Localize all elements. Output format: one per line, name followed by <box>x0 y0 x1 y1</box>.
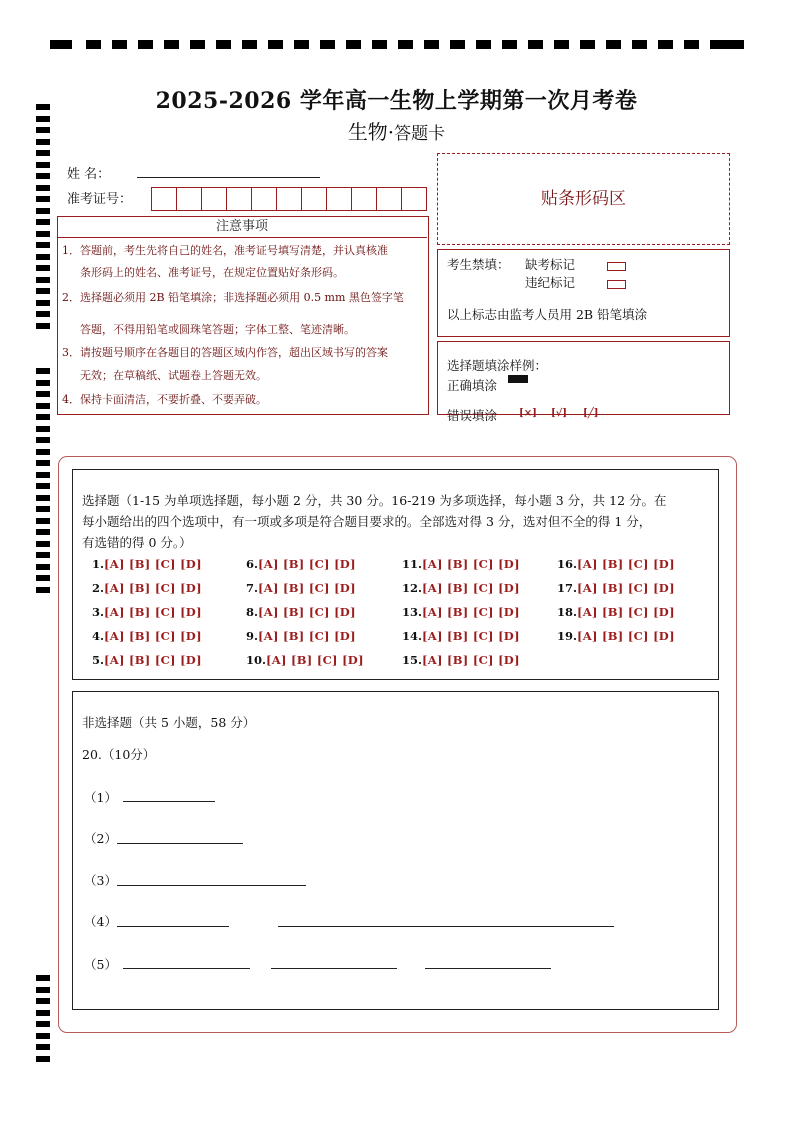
absent-mark-box[interactable] <box>607 262 626 271</box>
choice-question-10[interactable] <box>246 653 364 667</box>
question-number-label: 2. <box>92 581 105 595</box>
timing-marks-top <box>50 38 744 50</box>
question-number-label: 14. <box>402 629 423 643</box>
choice-question-5[interactable] <box>92 653 202 667</box>
answer-options[interactable]: [A] [B] [C] [D] <box>422 629 520 643</box>
question-number-label: 12. <box>402 581 423 595</box>
notice-item: 4．保持卡面清洁，不要折叠、不要弄破。 <box>62 393 267 406</box>
answer-options[interactable]: [A] [B] [C] [D] <box>104 629 202 643</box>
question-number-label: 15. <box>402 653 423 667</box>
part-label: （5） <box>84 957 117 972</box>
correct-fill-sample <box>508 375 528 383</box>
choice-question-2[interactable] <box>92 581 202 595</box>
answer-blank[interactable] <box>123 801 215 802</box>
answer-options[interactable]: [A] [B] [C] [D] <box>577 629 675 643</box>
choice-question-4[interactable] <box>92 629 202 643</box>
question-number-label: 7. <box>246 581 259 595</box>
part-label: （3） <box>84 873 117 888</box>
choice-instructions-line: 选择题（1-15 为单项选择题，每小题 2 分，共 30 分。16-219 为多项选择，每小题 3 分，共 12 分。在 <box>82 493 667 508</box>
answer-blank[interactable] <box>123 968 250 969</box>
notice-item: 2．选择题必须用 2B 铅笔填涂；非选择题必须用 0.5 mm 黑色签字笔 <box>62 291 404 304</box>
notice-item: 3．请按题号顺序在各题目的答题区域内作答，超出区域书写的答案 <box>62 346 388 359</box>
fill-example-title: 选择题填涂样例： <box>447 358 548 373</box>
timing-marks-side <box>0 0 60 1123</box>
choice-question-12[interactable] <box>402 581 520 595</box>
id-number-boxes[interactable] <box>151 187 426 209</box>
answer-blank[interactable] <box>425 968 551 969</box>
wrong-fill-sample-x: [×] <box>519 408 537 419</box>
choice-question-19[interactable] <box>557 629 675 643</box>
choice-instructions-line: 有选错的得 0 分。） <box>82 535 192 550</box>
choice-question-13[interactable] <box>402 605 520 619</box>
nonchoice-title: 非选择题（共 5 小题，58 分） <box>82 715 256 730</box>
choice-question-8[interactable] <box>246 605 356 619</box>
notice-item: 答题，不得用铅笔或圆珠笔答题；字体工整、笔迹清晰。 <box>80 323 355 336</box>
answer-options[interactable]: [A] [B] [C] [D] <box>422 605 520 619</box>
question-number: 20.（10分） <box>82 747 156 762</box>
question-number-label: 6. <box>246 557 259 571</box>
question-number-label: 19. <box>557 629 578 643</box>
question-number-label: 17. <box>557 581 578 595</box>
wrong-fill-sample-check: [√] <box>551 408 568 419</box>
notice-item: 条形码上的姓名、准考证号，在规定位置贴好条形码。 <box>80 266 344 279</box>
proctor-note: 以上标志由监考人员用 2B 铅笔填涂 <box>447 307 648 322</box>
answer-options[interactable]: [A] [B] [C] [D] <box>577 605 675 619</box>
wrong-fill-label: 错误填涂 <box>447 408 498 423</box>
page-title: 2025-2026 学年高一生物上学期第一次月考卷 <box>155 88 638 114</box>
answer-options[interactable]: [A] [B] [C] [D] <box>422 557 520 571</box>
part-label: （1） <box>84 790 117 805</box>
answer-options[interactable]: [A] [B] [C] [D] <box>258 629 356 643</box>
barcode-label: 贴条形码区 <box>541 189 626 209</box>
answer-options[interactable]: [A] [B] [C] [D] <box>577 581 675 595</box>
answer-options[interactable]: [A] [B] [C] [D] <box>104 653 202 667</box>
choice-question-17[interactable] <box>557 581 675 595</box>
id-label: 准考证号： <box>67 192 133 207</box>
answer-options[interactable]: [A] [B] [C] [D] <box>104 605 202 619</box>
choice-question-16[interactable] <box>557 557 675 571</box>
choice-question-9[interactable] <box>246 629 356 643</box>
wrong-fill-sample-slash: [╱] <box>583 408 599 419</box>
choice-question-3[interactable] <box>92 605 202 619</box>
question-number-label: 13. <box>402 605 423 619</box>
notice-item: 1．答题前，考生先将自己的姓名，准考证号填写清楚，并认真核准 <box>62 244 388 257</box>
absent-mark-label: 缺考标记 <box>525 257 576 272</box>
answer-options[interactable]: [A] [B] [C] [D] <box>266 653 364 667</box>
answer-blank[interactable] <box>117 885 306 886</box>
answer-options[interactable]: [A] [B] [C] [D] <box>258 557 356 571</box>
answer-blank[interactable] <box>271 968 397 969</box>
choice-instructions-line: 每小题给出的四个选项中，有一项或多项是符合题目要求的。全部选对得 3 分，选对但不全的得 1 分， <box>82 514 652 529</box>
part-label: （2） <box>84 831 117 846</box>
barcode-area <box>437 153 730 245</box>
answer-options[interactable]: [A] [B] [C] [D] <box>258 605 356 619</box>
choice-question-11[interactable] <box>402 557 520 571</box>
question-number-label: 9. <box>246 629 259 643</box>
answer-blank[interactable] <box>117 843 243 844</box>
choice-question-6[interactable] <box>246 557 356 571</box>
page-subtitle <box>0 116 793 145</box>
answer-options[interactable]: [A] [B] [C] [D] <box>422 581 520 595</box>
name-label: 姓 名： <box>67 167 111 182</box>
answer-blank[interactable] <box>278 926 614 927</box>
choice-question-18[interactable] <box>557 605 675 619</box>
question-number-label: 5. <box>92 653 105 667</box>
part-label: （4） <box>84 914 117 929</box>
question-number-label: 10. <box>246 653 267 667</box>
answer-options[interactable]: [A] [B] [C] [D] <box>422 653 520 667</box>
question-number-label: 11. <box>402 557 423 571</box>
answer-options[interactable]: [A] [B] [C] [D] <box>258 581 356 595</box>
answer-blank[interactable] <box>117 926 229 927</box>
question-number-label: 8. <box>246 605 259 619</box>
correct-fill-label: 正确填涂 <box>447 378 498 393</box>
nonchoice-section <box>72 691 719 1010</box>
notice-item: 无效；在草稿纸、试题卷上答题无效。 <box>80 369 267 382</box>
answer-options[interactable]: [A] [B] [C] [D] <box>104 581 202 595</box>
answer-card-label: 答题卡 <box>394 124 446 144</box>
question-number-label: 1. <box>92 557 105 571</box>
subject-name: 生物· <box>347 120 395 144</box>
answer-options[interactable]: [A] [B] [C] [D] <box>104 557 202 571</box>
notice-title: 注意事项 <box>57 216 427 238</box>
question-number-label: 3. <box>92 605 105 619</box>
proctor-label: 考生禁填： <box>447 257 510 272</box>
violation-mark-label: 违纪标记 <box>525 275 576 290</box>
choice-question-14[interactable] <box>402 629 520 643</box>
choice-question-15[interactable] <box>402 653 520 667</box>
answer-options[interactable]: [A] [B] [C] [D] <box>577 557 675 571</box>
name-field[interactable] <box>137 177 320 178</box>
choice-question-1[interactable] <box>92 557 202 571</box>
question-number-label: 16. <box>557 557 578 571</box>
choice-question-7[interactable] <box>246 581 356 595</box>
violation-mark-box[interactable] <box>607 280 626 289</box>
question-number-label: 18. <box>557 605 578 619</box>
question-number-label: 4. <box>92 629 105 643</box>
